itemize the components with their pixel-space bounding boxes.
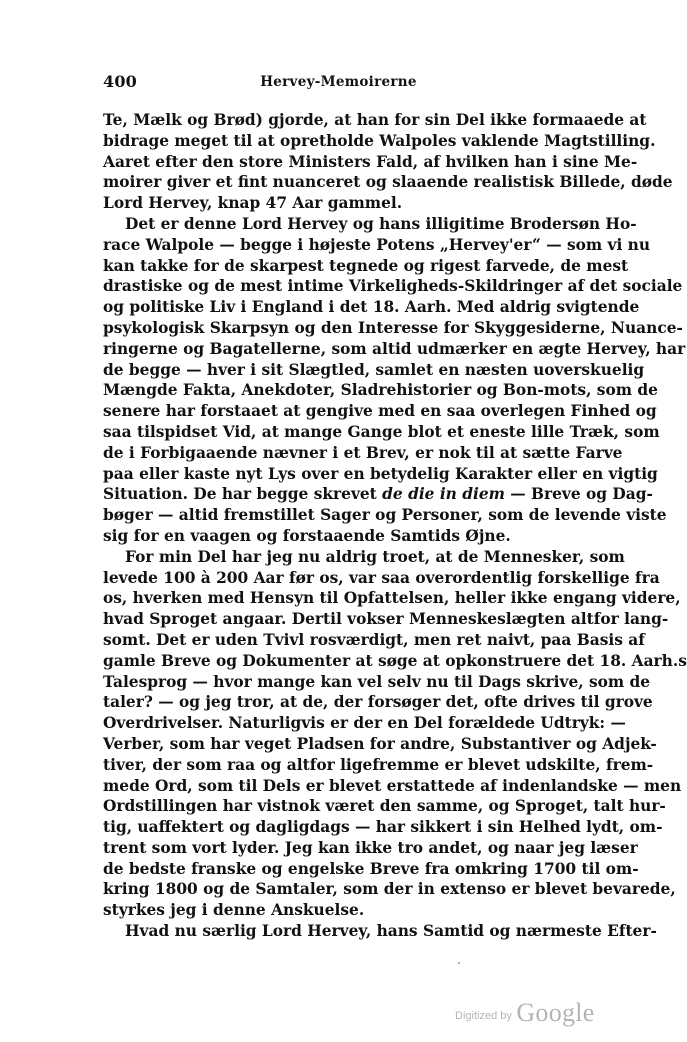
paragraph-start: Hvad nu særlig Lord Hervey, hans Samtid og nærmeste Efter- [125, 922, 657, 941]
text-line: tig, uaffektert og dagligdags — har sikkert i sin Helhed lydt, om- [103, 818, 663, 837]
text-line: bøger — altid fremstillet Sager og Personer, som de levende viste [103, 506, 667, 525]
text-line: psykologisk Skarpsyn og den Interesse for Skyggesiderne, Nuance- [103, 318, 683, 337]
text-line: Verber, som har veget Pladsen for andre, Substantiver og Adjek- [103, 734, 657, 753]
text-line: de begge — hver i sit Slægtled, samlet en næsten uoverskuelig [103, 360, 645, 379]
text-line-with-italic: Situation. De har begge skrevet de die in diem — Breve og Dag- [103, 485, 653, 504]
text-line: Talesprog — hvor mange kan vel selv nu til Dags skrive, som de [103, 672, 651, 691]
paragraph-start: Det er denne Lord Hervey og hans illigitime Brodersøn Ho- [125, 214, 637, 233]
text-line: Mængde Fakta, Anekdoter, Sladrehistorier og Bon-mots, som de [103, 381, 658, 400]
text-line: mede Ord, som til Dels er blevet erstattede af indenlandske — men [103, 776, 682, 795]
text-line: og politiske Liv i England i det 18. Aarh. Med aldrig svigtende [103, 298, 640, 317]
text-line: ringerne og Bagatellerne, som altid udmærker en ægte Hervey, har [103, 339, 686, 358]
text-line: Te, Mælk og Brød) gjorde, at han for sin Del ikke formaaede at [103, 111, 647, 129]
watermark-prefix: Digitized by [455, 1010, 512, 1022]
text-line: Overdrivelser. Naturligvis er der en Del forældede Udtryk: — [103, 714, 626, 733]
text-line: tiver, der som raa og altfor ligefremme er blevet udskilte, frem- [103, 755, 654, 774]
text-line: taler? — og jeg tror, at de, der forsøger det, ofte drives til grove [103, 693, 653, 712]
text-line: moirer giver et fint nuanceret og slaaende realistisk Billede, døde [103, 173, 673, 192]
text-line: styrkes jeg i denne Anskuelse. [103, 901, 365, 920]
body-text [103, 110, 687, 942]
text-line: hvad Sproget angaar. Dertil vokser Menneskeslægten altfor lang- [103, 610, 669, 629]
paragraph-start: For min Del har jeg nu aldrig troet, at de Mennesker, som [125, 547, 625, 566]
text-line: somt. Det er uden Tvivl rosværdigt, men ret naivt, paa Basis af [103, 630, 645, 649]
text-line: kring 1800 og de Samtaler, som der in extenso er blevet bevarede, [103, 880, 676, 899]
text-line: paa eller kaste nyt Lys over en betydelig Karakter eller en vigtig [103, 464, 658, 483]
text-line: race Walpole — begge i højeste Potens „Hervey'er“ — som vi nu [103, 235, 651, 254]
running-title: Hervey-Memoirerne [260, 74, 417, 90]
text-line: sig for en vaagen og forstaaende Samtids Øjne. [103, 526, 511, 545]
speck [458, 962, 460, 964]
text-line: bidrage meget til at opretholde Walpoles vaklende Magtstilling. [103, 131, 656, 150]
text-line: de i Forbigaaende nævner i et Brev, er nok til at sætte Farve [103, 443, 623, 462]
italic-phrase: de die in diem [382, 485, 505, 504]
digitized-watermark [455, 998, 595, 1028]
text-line: os, hverken med Hensyn til Opfattelsen, heller ikke engang videre, [103, 589, 681, 608]
text-line: trent som vort lyder. Jeg kan ikke tro andet, og naar jeg læser [103, 838, 638, 857]
page-number: 400 [103, 72, 137, 91]
text-line: senere har forstaaet at gengive med en saa overlegen Finhed og [103, 402, 657, 421]
text-line: Ordstillingen har vistnok været den samme, og Sproget, talt hur- [103, 797, 666, 816]
text-line: de bedste franske og engelske Breve fra omkring 1700 til om- [103, 859, 639, 878]
text-line: kan takke for de skarpest tegnede og rigest farvede, de mest [103, 256, 629, 275]
text-line: Aaret efter den store Ministers Fald, af hvilken han i sine Me- [103, 152, 638, 171]
text-line: levede 100 à 200 Aar før os, var saa overordentlig forskellige fra [103, 568, 660, 587]
text-line: gamle Breve og Dokumenter at søge at opkonstruere det 18. Aarh.s [103, 651, 687, 670]
text-line: saa tilspidset Vid, at mange Gange blot et eneste lille Træk, som [103, 422, 660, 441]
text-line: Lord Hervey, knap 47 Aar gammel. [103, 194, 403, 213]
text-line: drastiske og de mest intime Virkeligheds-Skildringer af det sociale [103, 277, 683, 296]
watermark-brand: Google [516, 998, 595, 1027]
